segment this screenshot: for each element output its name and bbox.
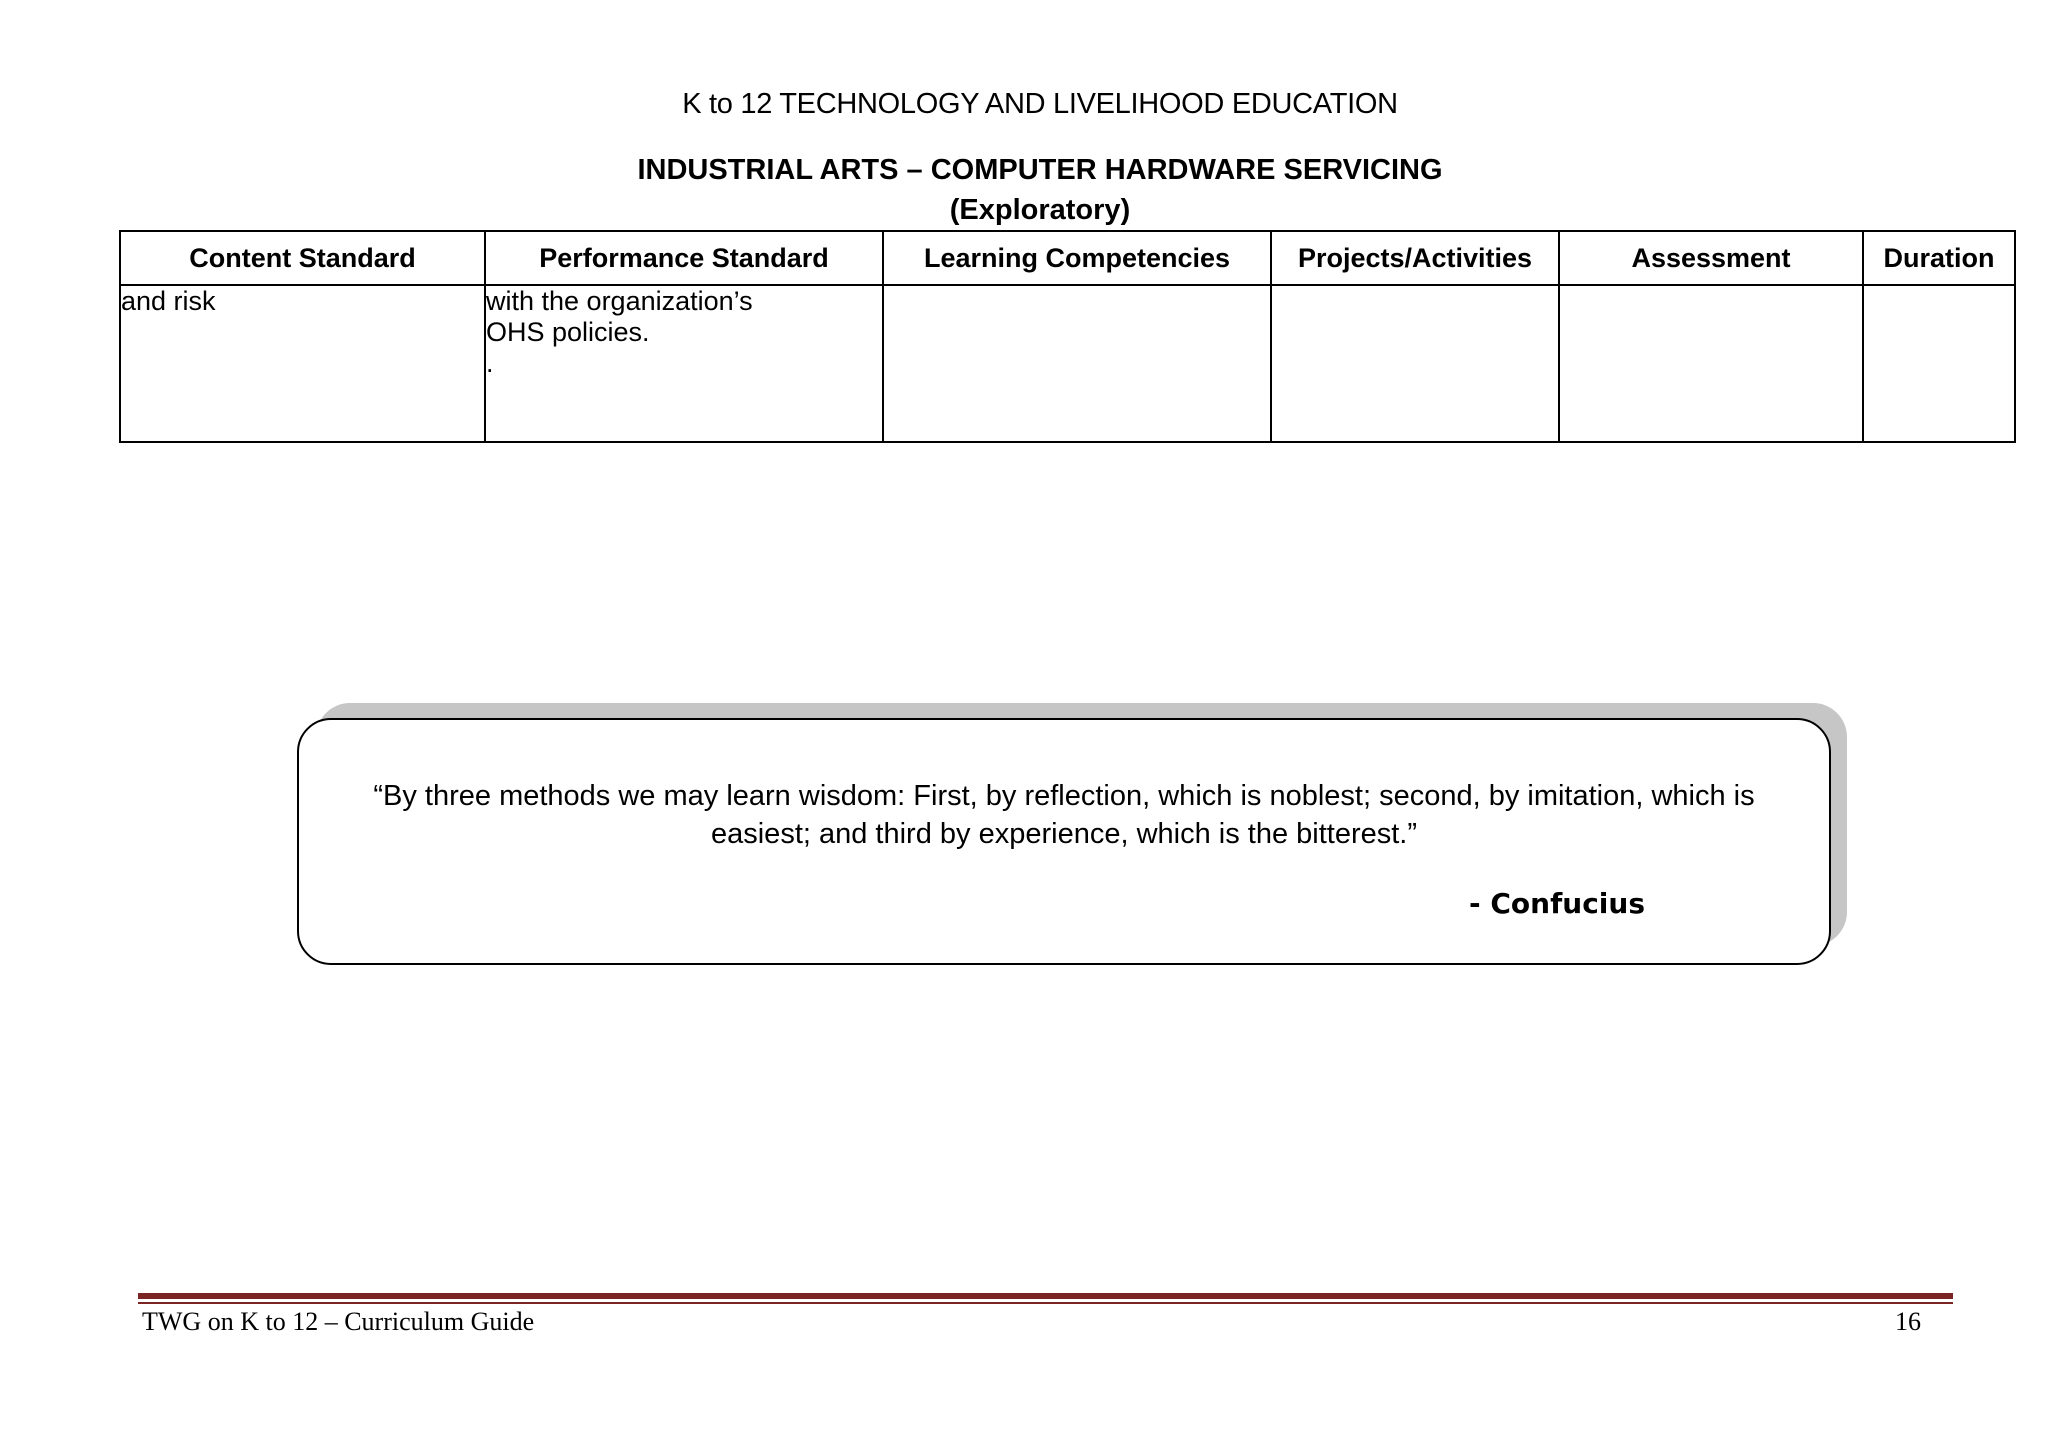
- cell-content-standard: and risk: [120, 285, 485, 442]
- cell-projects-activities: [1271, 285, 1559, 442]
- curriculum-table: [119, 230, 2016, 443]
- performance-line: OHS policies.: [486, 317, 650, 347]
- document-title: K to 12 TECHNOLOGY AND LIVELIHOOD EDUCATION: [682, 88, 1398, 120]
- table-row: [120, 285, 2015, 442]
- footer-document-name: TWG on K to 12 – Curriculum Guide: [142, 1307, 535, 1336]
- performance-line: .: [486, 348, 494, 378]
- column-header-performance-standard: Performance Standard: [485, 231, 883, 285]
- performance-line: with the organization’s: [486, 286, 753, 316]
- document-subtitle: [0, 150, 2048, 230]
- quote-author: - Confucius: [1469, 887, 1645, 920]
- quote-text: “By three methods we may learn wisdom: First, by reflection, which is noblest; second, by imitation, which is easiest; and third by experience, which is the bitterest.”: [373, 780, 1755, 850]
- cell-learning-competencies: [883, 285, 1271, 442]
- cell-performance-standard: [485, 285, 883, 442]
- subtitle-course: INDUSTRIAL ARTS – COMPUTER HARDWARE SERVICING: [637, 154, 1443, 186]
- column-header-content-standard: Content Standard: [120, 231, 485, 285]
- page-number: 16: [1895, 1307, 1921, 1336]
- column-header-assessment: Assessment: [1559, 231, 1863, 285]
- footer-divider-thin: [138, 1302, 1953, 1304]
- cell-assessment: [1559, 285, 1863, 442]
- subtitle-level: (Exploratory): [949, 194, 1131, 226]
- column-header-learning-competencies: Learning Competencies: [883, 231, 1271, 285]
- column-header-projects-activities: Projects/Activities: [1271, 231, 1559, 285]
- quote-box: [297, 718, 1831, 965]
- column-header-duration: Duration: [1863, 231, 2015, 285]
- table-header-row: [120, 231, 2015, 285]
- cell-duration: [1863, 285, 2015, 442]
- footer-divider: [138, 1293, 1953, 1299]
